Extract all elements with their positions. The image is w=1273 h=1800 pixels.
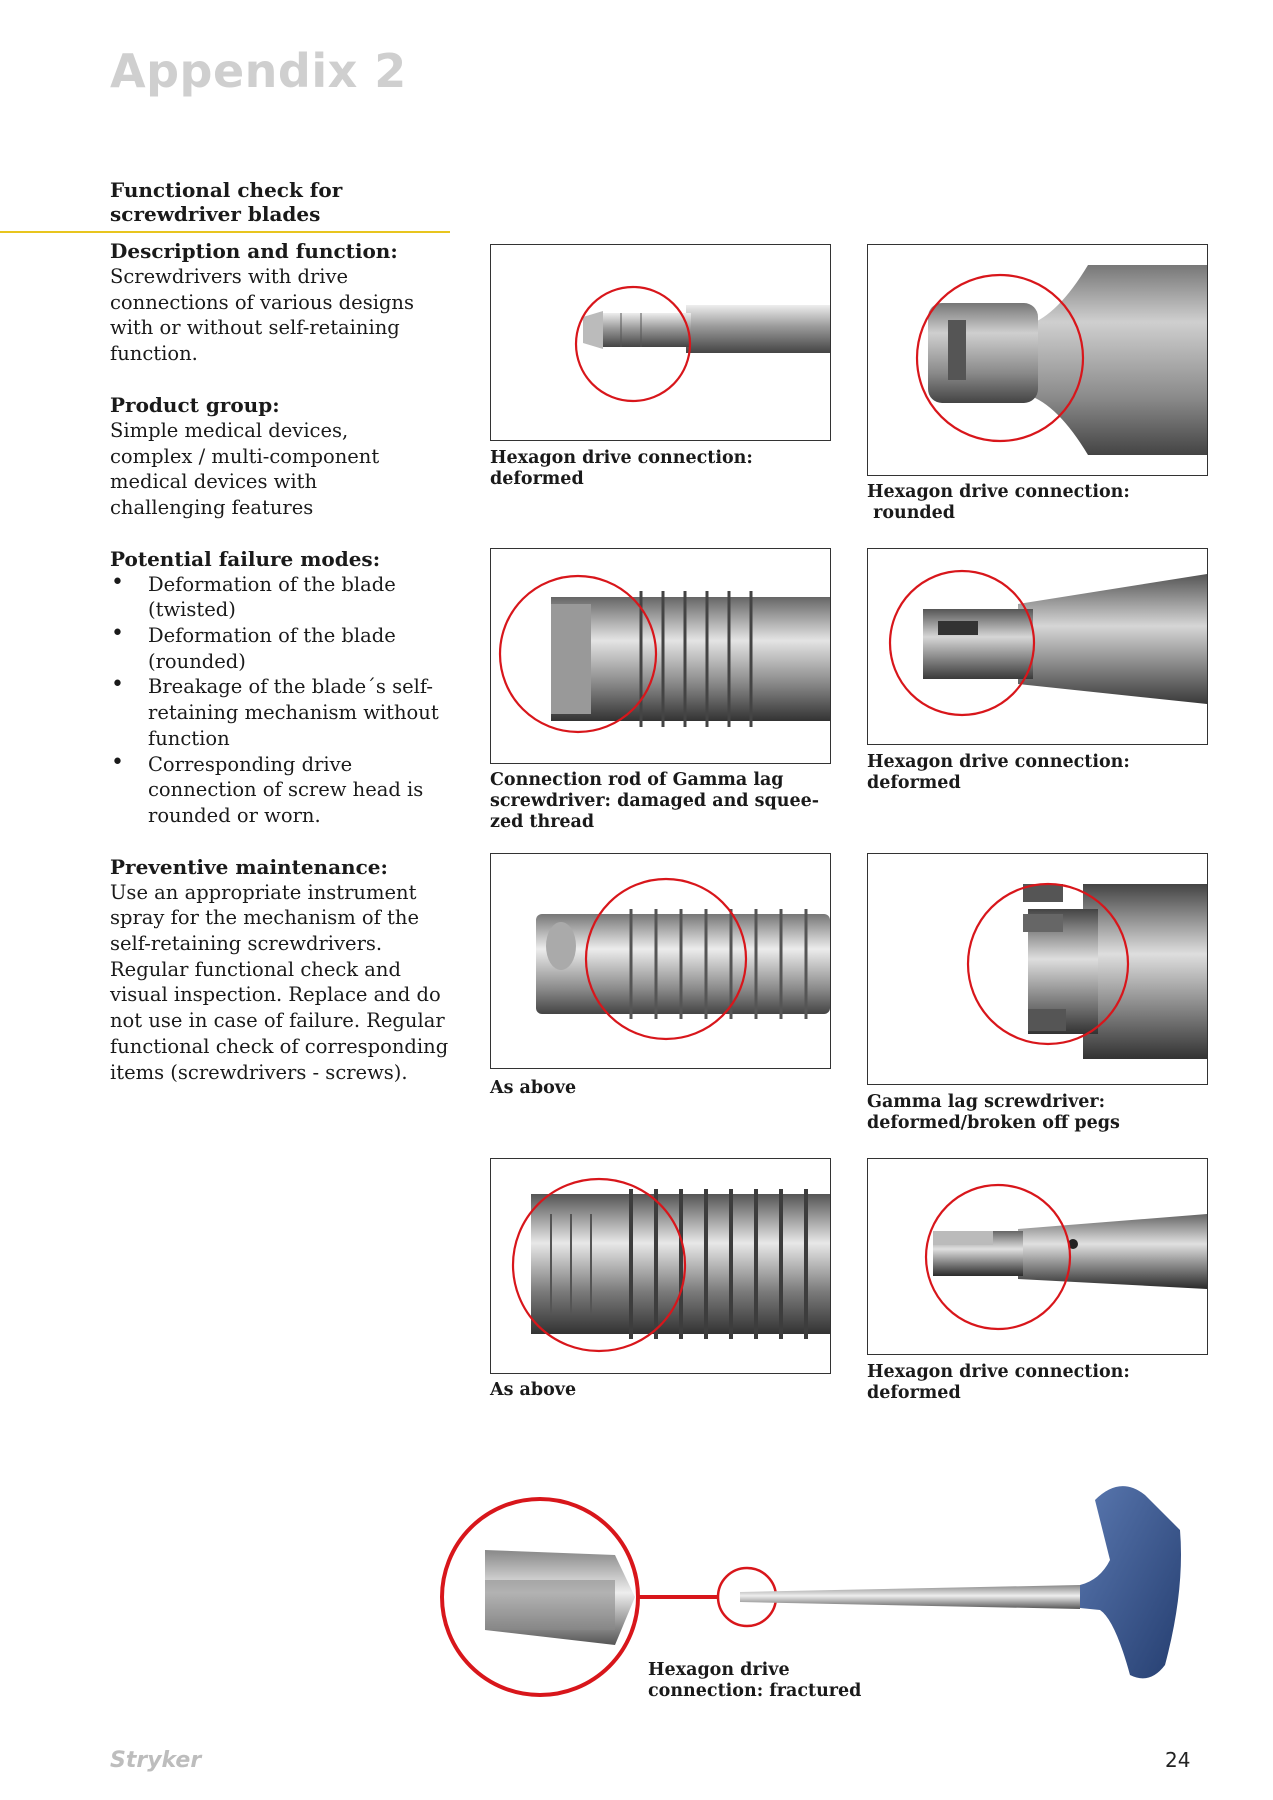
text-line: Breakage of the blade´s self-	[148, 675, 433, 699]
text-line: (rounded)	[148, 649, 246, 673]
text-line: connection of screw head is	[148, 778, 424, 802]
list-item	[110, 572, 455, 623]
failure-modes-list	[110, 572, 455, 829]
section-divider	[0, 231, 450, 233]
preventive-text	[110, 880, 455, 1086]
brand-logo: Stryker	[110, 1748, 202, 1773]
text-column	[110, 238, 455, 1110]
page-title: Appendix 2	[110, 44, 407, 98]
photo-hex-drive-rounded	[867, 244, 1208, 476]
text-line: not use in case of failure. Regular	[110, 1009, 445, 1033]
figure-caption: Hexagon drive connection: deformed	[867, 752, 1130, 793]
failure-modes-heading: Potential failure modes:	[110, 546, 381, 571]
text-line: connections of various designs	[110, 290, 414, 314]
section-title	[110, 178, 440, 226]
photo-hex-drive-deformed-2	[867, 548, 1208, 745]
figure-caption: As above	[490, 1078, 577, 1098]
figure-caption: Connection rod of Gamma lag screwdriver: damaged and squee- zed thread	[490, 770, 819, 832]
preventive-heading: Preventive maintenance:	[110, 854, 388, 879]
text-line: Regular functional check and	[110, 957, 401, 981]
photo-gamma-pegs-broken	[867, 853, 1208, 1085]
text-line: Corresponding drive	[148, 752, 353, 776]
section-title-line: screwdriver blades	[110, 202, 321, 226]
list-item	[110, 752, 455, 829]
figure-caption: Hexagon drive connection: fractured	[648, 1660, 862, 1701]
text-line: retaining mechanism without	[148, 701, 439, 725]
text-line: function.	[110, 342, 198, 366]
photo-connection-rod-thread	[490, 548, 831, 764]
figure-caption: As above	[490, 1380, 577, 1400]
text-line: Use an appropriate instrument	[110, 880, 417, 904]
photo-thread-as-above-2	[490, 1158, 831, 1374]
text-line: functional check of corresponding	[110, 1034, 449, 1058]
figure-caption: Hexagon drive connection: rounded	[867, 482, 1130, 523]
figure-caption: Gamma lag screwdriver: deformed/broken off pegs	[867, 1092, 1120, 1133]
section-title-line: Functional check for	[110, 178, 343, 202]
figure-caption: Hexagon drive connection: deformed	[490, 448, 753, 489]
product-group-heading: Product group:	[110, 392, 280, 417]
list-item	[110, 674, 455, 751]
text-line: visual inspection. Replace and do	[110, 983, 441, 1007]
text-line: Screwdrivers with drive	[110, 265, 349, 288]
figure-caption: Hexagon drive connection: deformed	[867, 1362, 1130, 1403]
photo-hex-drive-deformed-3	[867, 1158, 1208, 1355]
text-line: Deformation of the blade	[148, 624, 396, 648]
text-line: Simple medical devices,	[110, 418, 349, 442]
text-line: challenging features	[110, 495, 314, 519]
text-line: rounded or worn.	[148, 803, 321, 827]
photo-thread-as-above	[490, 853, 831, 1069]
text-line: spray for the mechanism of the	[110, 906, 419, 930]
text-line: complex / multi-component	[110, 444, 380, 468]
product-group-text	[110, 418, 455, 521]
text-line: Deformation of the blade	[148, 572, 396, 596]
text-line: with or without self-retaining	[110, 316, 400, 340]
list-item	[110, 623, 455, 674]
photo-hex-drive-deformed	[490, 244, 831, 441]
text-line: self-retaining screwdrivers.	[110, 932, 383, 956]
description-heading: Description and function:	[110, 239, 398, 263]
page-number: 24	[1165, 1748, 1191, 1772]
text-line: items (screwdrivers - screws).	[110, 1060, 408, 1084]
text-line: function	[148, 726, 230, 750]
text-line: medical devices with	[110, 470, 317, 494]
description-text	[110, 264, 455, 367]
text-line: (twisted)	[148, 598, 236, 622]
